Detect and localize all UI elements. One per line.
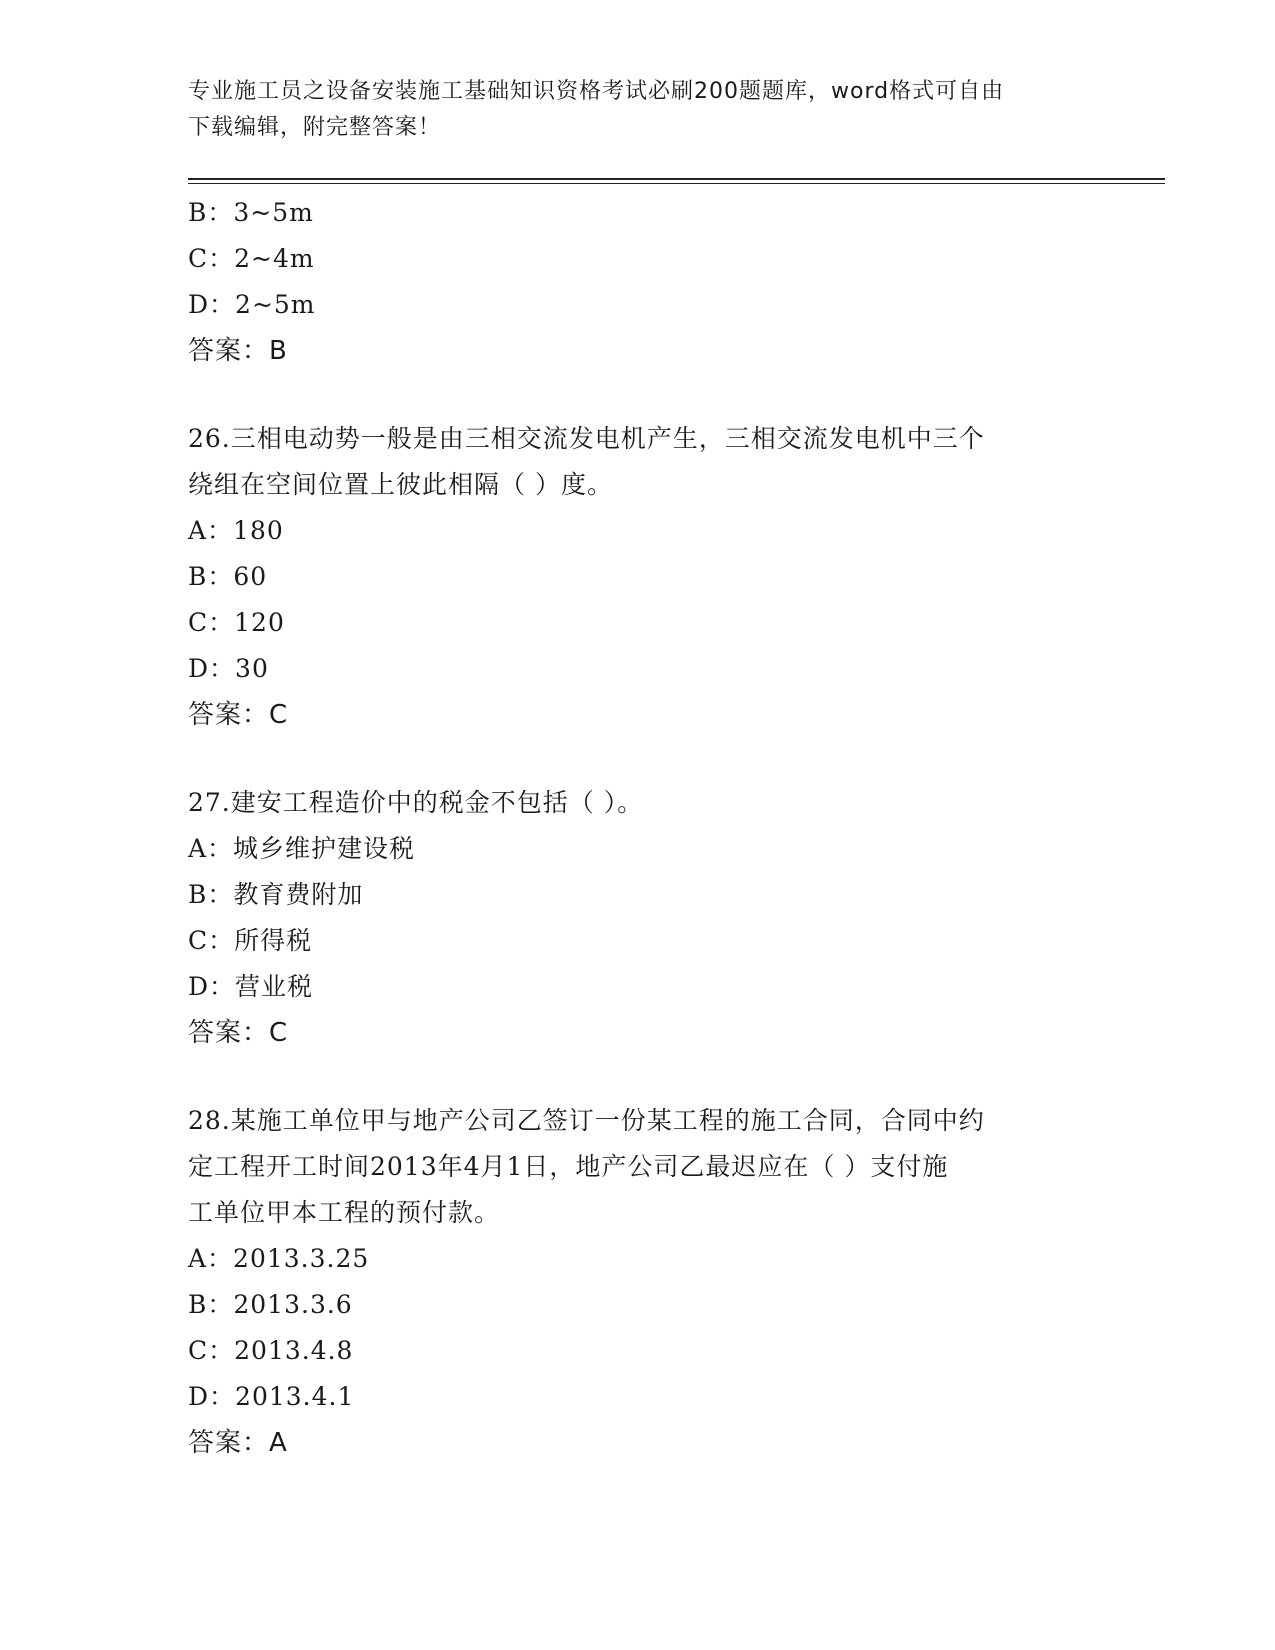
document-header	[188, 74, 1088, 146]
header-divider-thin	[188, 183, 1165, 184]
option-a: A：2013.3.25	[188, 1244, 370, 1273]
option-b: B：教育费附加	[188, 880, 364, 909]
header-line-1: 专业施工员之设备安装施工基础知识资格考试必刷200题题库，word格式可自由	[188, 79, 1005, 104]
header-divider-thick	[188, 178, 1165, 180]
question-26	[188, 416, 1088, 738]
option-b: B：3~5m	[188, 198, 314, 227]
question-text-line: 27.建安工程造价中的税金不包括（ ）。	[188, 788, 644, 817]
option-d: D：营业税	[188, 972, 314, 1001]
header-line-2: 下载编辑，附完整答案！	[188, 115, 442, 140]
spacer	[188, 738, 1088, 780]
option-c: C：2~4m	[188, 244, 315, 273]
question-text-line: 28.某施工单位甲与地产公司乙签订一份某工程的施工合同，合同中约	[188, 1106, 985, 1135]
question-text-line: 绕组在空间位置上彼此相隔（ ）度。	[188, 470, 613, 499]
option-c: C：120	[188, 608, 285, 637]
option-b: B：2013.3.6	[188, 1290, 353, 1319]
answer-line: 答案：B	[188, 336, 288, 366]
option-c: C：所得税	[188, 926, 313, 955]
spacer	[188, 1056, 1088, 1098]
option-d: D：2013.4.1	[188, 1382, 355, 1411]
spacer	[188, 374, 1088, 416]
answer-line: 答案：C	[188, 700, 289, 730]
option-d: D：2~5m	[188, 290, 316, 319]
option-d: D：30	[188, 654, 269, 683]
question-text-line: 定工程开工时间2013年4月1日，地产公司乙最迟应在（ ）支付施	[188, 1152, 949, 1181]
question-text-line: 工单位甲本工程的预付款。	[188, 1198, 501, 1227]
option-b: B：60	[188, 562, 268, 591]
question-25-continuation	[188, 190, 1088, 374]
option-a: A：城乡维护建设税	[188, 834, 416, 863]
question-27	[188, 780, 1088, 1056]
question-28	[188, 1098, 1088, 1466]
option-a: A：180	[188, 516, 284, 545]
option-c: C：2013.4.8	[188, 1336, 354, 1365]
question-list	[188, 190, 1088, 1466]
answer-line: 答案：C	[188, 1018, 289, 1048]
answer-line: 答案：A	[188, 1428, 288, 1458]
question-text-line: 26.三相电动势一般是由三相交流发电机产生，三相交流发电机中三个	[188, 424, 985, 453]
